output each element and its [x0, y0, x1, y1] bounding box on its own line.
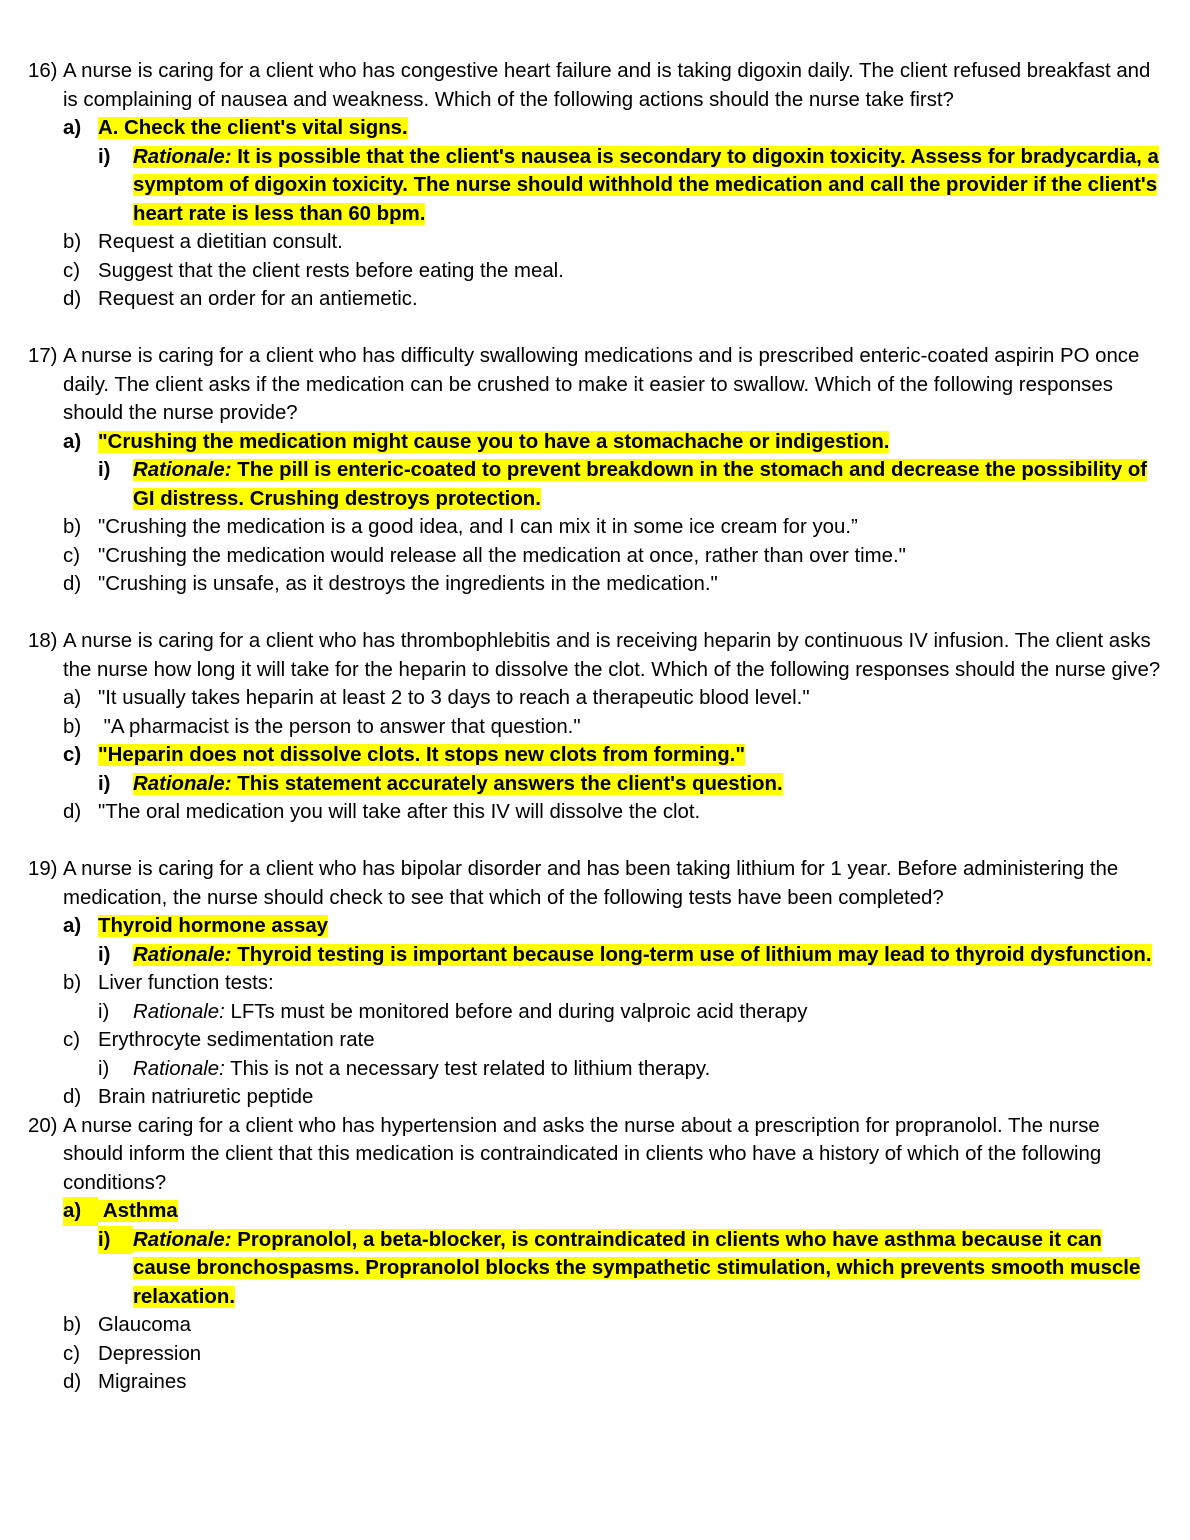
option-letter: b) [63, 972, 82, 994]
option-letter: d) [63, 288, 82, 310]
option-text: Glaucoma [98, 1314, 191, 1336]
option-letter: d) [63, 1086, 82, 1108]
option-c-correct [28, 741, 1163, 770]
rationale-letter: i) [98, 1057, 110, 1080]
option-text: "Crushing the medication would release all the medication at once, rather than over time." [98, 544, 906, 567]
question-17 [28, 342, 1163, 599]
option-text: "The oral medication you will take after this IV will dissolve the clot. [98, 801, 701, 823]
rationale-text: LFTs must be monitored before and during valproic acid therapy [224, 1000, 808, 1023]
option-text: Depression [98, 1342, 202, 1365]
option-text: Erythrocyte sedimentation rate [98, 1029, 375, 1051]
option-b [28, 513, 1163, 542]
question-number: 19) [28, 858, 58, 880]
rationale-letter: i) [98, 145, 111, 168]
rationale [28, 770, 1163, 799]
document-page [28, 57, 1163, 1425]
rationale [28, 1055, 1163, 1084]
rationale-label: Rationale: [133, 772, 232, 795]
option-letter: c) [63, 544, 80, 567]
option-letter: a) [63, 687, 82, 709]
option-c [28, 1340, 1163, 1369]
question-20 [28, 1112, 1163, 1397]
rationale-letter: i) [98, 943, 111, 966]
option-c [28, 1026, 1163, 1055]
question-number: 20) [28, 1114, 58, 1137]
option-letter: c) [63, 259, 80, 282]
question-18 [28, 627, 1163, 827]
rationale [28, 143, 1163, 229]
option-text: Brain natriuretic peptide [98, 1086, 314, 1108]
rationale-letter: i) [98, 459, 111, 481]
rationale-label: Rationale: [133, 1228, 232, 1251]
option-d [28, 1368, 1163, 1397]
question-text: A nurse caring for a client who has hypertension and asks the nurse about a prescription for propranolol. The nurse should inform the client that this medication is contraindicated in clients who have a history of which of the following conditions? [63, 1114, 1102, 1194]
option-letter: b) [63, 516, 82, 538]
option-d [28, 1083, 1163, 1112]
option-letter: c) [63, 744, 82, 766]
rationale-label: Rationale: [133, 943, 232, 966]
option-text: Thyroid hormone assay [98, 915, 329, 937]
option-letter: d) [63, 573, 82, 595]
question-stem [28, 342, 1163, 428]
rationale-letter: i) [98, 772, 111, 795]
option-text: Suggest that the client rests before eating the meal. [98, 259, 564, 282]
option-a-correct [28, 1197, 1163, 1226]
rationale [28, 941, 1163, 970]
rationale-label: Rationale: [133, 459, 232, 481]
question-stem [28, 855, 1163, 912]
question-stem [28, 1112, 1163, 1198]
option-c [28, 257, 1163, 286]
option-text: Request an order for an antiemetic. [98, 288, 418, 310]
option-text: "It usually takes heparin at least 2 to 3 days to reach a therapeutic blood level." [98, 687, 810, 709]
option-b [28, 969, 1163, 998]
question-text: A nurse is caring for a client who has congestive heart failure and is taking digoxin daily. The client refused breakfast and is complaining of nausea and weakness. Which of the following actions should the nurse take first? [63, 60, 1151, 111]
question-text: A nurse is caring for a client who has thrombophlebitis and is receiving heparin by continuous IV infusion. The client asks the nurse how long it will take for the heparin to dissolve the clot. Which of the following responses should the nurse give? [63, 630, 1161, 681]
rationale [28, 998, 1163, 1027]
rationale-text: This statement accurately answers the client's question. [231, 772, 783, 795]
option-text: "Crushing the medication might cause you to have a stomachache or indigestion. [98, 430, 890, 453]
option-letter: d) [63, 801, 82, 823]
option-letter: b) [63, 715, 82, 738]
option-c [28, 542, 1163, 571]
option-letter: c) [63, 1029, 80, 1051]
option-d [28, 570, 1163, 599]
rationale [28, 456, 1163, 513]
rationale-text: Thyroid testing is important because long-term use of lithium may lead to thyroid dysfunction. [231, 943, 1152, 966]
option-b [28, 713, 1163, 742]
option-letter: a) [63, 430, 82, 453]
option-text: "Crushing the medication is a good idea, and I can mix it in some ice cream for you.” [98, 516, 858, 538]
rationale-label: Rationale: [133, 1000, 225, 1023]
option-letter: b) [63, 1314, 82, 1336]
question-number: 17) [28, 345, 58, 367]
rationale-text: The pill is enteric-coated to prevent breakdown in the stomach and decrease the possibility of GI distress. Crushing destroys protection. [133, 459, 1148, 510]
question-text: A nurse is caring for a client who has difficulty swallowing medications and is prescribed enteric-coated aspirin PO once daily. The client asks if the medication can be crushed to make it easier to swallow. Which of the following responses should the nurse provide? [63, 345, 1140, 424]
rationale-text: Propranolol, a beta-blocker, is contraindicated in clients who have asthma because it can cause bronchospasms. Propranolol blocks the sympathetic stimulation, which prevents smooth muscle relaxation. [133, 1228, 1141, 1308]
rationale-label: Rationale: [133, 1057, 225, 1080]
option-a-correct [28, 114, 1163, 143]
rationale [28, 1226, 1163, 1312]
question-number: 16) [28, 60, 58, 82]
question-16 [28, 57, 1163, 314]
option-a-correct [28, 912, 1163, 941]
option-text: "Heparin does not dissolve clots. It stops new clots from forming." [98, 744, 746, 766]
rationale-text: This is not a necessary test related to lithium therapy. [224, 1057, 711, 1080]
question-stem [28, 57, 1163, 114]
question-number: 18) [28, 630, 58, 652]
option-d [28, 285, 1163, 314]
option-a-correct [28, 428, 1163, 457]
option-letter: a) [63, 117, 82, 139]
rationale-label: Rationale: [133, 145, 232, 168]
question-stem [28, 627, 1163, 684]
option-letter: d) [63, 1371, 82, 1393]
option-b [28, 1311, 1163, 1340]
question-text: A nurse is caring for a client who has bipolar disorder and has been taking lithium for 1 year. Before administering the medication, the nurse should check to see that which of the following tests have been completed? [63, 858, 1119, 909]
option-text: Request a dietitian consult. [98, 231, 343, 253]
option-text: Migraines [98, 1371, 187, 1393]
rationale-text: It is possible that the client's nausea is secondary to digoxin toxicity. Assess for bradycardia, a symptom of digoxin toxicity. The nurse should withhold the medication and call the provider if the client's heart rate is less than 60 bpm. [133, 145, 1159, 225]
option-letter: b) [63, 231, 82, 253]
option-letter: c) [63, 1342, 80, 1365]
rationale-letter: i) [98, 1000, 110, 1023]
option-text: "A pharmacist is the person to answer that question." [98, 715, 581, 738]
option-text: Liver function tests: [98, 972, 274, 994]
option-letter: a) [63, 1197, 98, 1226]
question-19 [28, 855, 1163, 1112]
option-d [28, 798, 1163, 827]
option-text: Asthma [98, 1200, 178, 1222]
option-a [28, 684, 1163, 713]
option-text: A. Check the client's vital signs. [98, 117, 408, 139]
option-text: "Crushing is unsafe, as it destroys the ingredients in the medication." [98, 573, 718, 595]
option-letter: a) [63, 915, 82, 937]
rationale-letter: i) [98, 1226, 133, 1255]
option-b [28, 228, 1163, 257]
